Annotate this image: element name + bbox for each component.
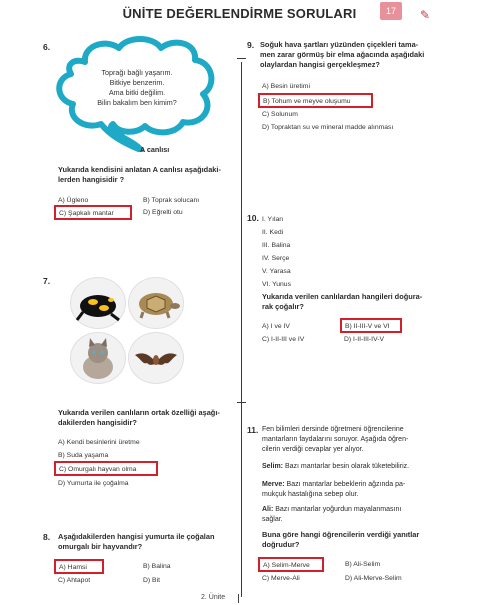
question-10-number: 10.: [247, 213, 259, 223]
question-line: Soğuk hava şartları yüzünden çiçekleri tama-: [260, 40, 419, 49]
question-10-text: [262, 292, 462, 312]
q10-item: I. Yılan: [262, 216, 284, 223]
cloud-text: [77, 68, 197, 108]
cloud-line: Toprağı bağlı yaşarım.: [101, 68, 173, 77]
divider-tick: [237, 58, 246, 59]
intro-line: mantarların faydalarını soruyor. Aşağıda öğren-: [262, 436, 409, 443]
q6-option-b[interactable]: B) Toprak solucanı: [143, 197, 200, 204]
q7-option-a[interactable]: A) Kendi besinlerini üretme: [58, 439, 140, 446]
cloud-line: Bitkiye benzerim.: [109, 78, 165, 87]
cloud-line: Ama bitki değilim.: [108, 88, 166, 97]
question-line: rak çoğalır?: [262, 302, 304, 311]
q11-option-d[interactable]: D) Ali-Merve-Selim: [345, 575, 402, 582]
question-6-number: 6.: [43, 42, 51, 52]
q10-option-d[interactable]: D) I-II-III-IV-V: [344, 336, 385, 343]
question-11-number: 11.: [247, 425, 259, 435]
page-number-badge: 17: [380, 2, 402, 20]
question-line: lerden hangisidir ?: [58, 175, 125, 184]
question-line: doğrudur?: [262, 540, 300, 549]
cat-icon: [70, 332, 126, 384]
column-divider: [241, 62, 242, 597]
q10-item: III. Balina: [262, 242, 291, 249]
q7-option-c[interactable]: C) Omurgalı hayvan olma: [54, 461, 158, 476]
tortoise-icon: [128, 277, 184, 329]
question-7-number: 7.: [43, 276, 51, 286]
q7-option-d[interactable]: D) Yumurta ile çoğalma: [58, 480, 129, 487]
footer-divider: [238, 594, 239, 603]
student-answer: Bazı mantarlar yoğurdun mayalanmasını: [273, 506, 402, 513]
question-line: Yukarıda verilen canlılardan hangileri doğura-: [262, 292, 423, 301]
q10-option-c[interactable]: C) I-II-III ve IV: [262, 336, 305, 343]
question-line: omurgalı bir hayvandır?: [58, 542, 143, 551]
q6-option-c[interactable]: C) Şapkalı mantar: [54, 205, 132, 220]
student-name: Ali:: [262, 506, 274, 513]
answer-ali: [262, 505, 467, 525]
question-line: Yukarıda verilen canlıların ortak özelliği aşağı-: [58, 408, 220, 417]
bat-icon: [128, 332, 184, 384]
divider-tick: [237, 402, 246, 403]
question-11-intro: [262, 425, 467, 455]
question-9-text: [260, 40, 460, 70]
intro-line: cilerin verdiği cevaplar yer alıyor.: [262, 446, 364, 453]
q10-option-a[interactable]: A) I ve IV: [262, 323, 290, 330]
answer-merve: [262, 480, 467, 500]
footer-unit: 2. Ünite: [201, 594, 226, 601]
question-line: olaylardan hangisi gerçekleşmez?: [260, 60, 380, 69]
question-line: dakilerden hangisidir?: [58, 418, 137, 427]
q10-item: V. Yarasa: [262, 268, 291, 275]
frog-icon: [70, 277, 126, 329]
q10-option-b[interactable]: B) II-III-V ve VI: [340, 318, 402, 333]
question-11-text: [262, 530, 467, 550]
question-line: Buna göre hangi öğrencilerin verdiği yanıtlar: [262, 530, 420, 539]
q9-option-a[interactable]: A) Besin üretimi: [262, 83, 310, 90]
question-9-number: 9.: [247, 40, 255, 50]
q6-option-a[interactable]: A) Ügleno: [58, 197, 89, 204]
question-8-text: [58, 532, 238, 552]
q8-option-d[interactable]: D) Bit: [143, 577, 160, 584]
q8-option-a[interactable]: A) Hamsi: [54, 559, 104, 574]
q11-option-a[interactable]: A) Selim-Merve: [258, 557, 324, 572]
question-7-text: [58, 408, 238, 428]
student-answer: Bazı mantarlar bebeklerin ağzında pa-: [284, 481, 406, 488]
q11-option-b[interactable]: B) Ali-Selim: [345, 561, 381, 568]
q9-option-c[interactable]: C) Solunum: [262, 111, 298, 118]
student-name: Merve:: [262, 481, 285, 488]
q10-item: IV. Serçe: [262, 255, 290, 262]
question-line: Aşağıdakilerden hangisi yumurta ile çoğalan: [58, 532, 215, 541]
q7-option-b[interactable]: B) Suda yaşama: [58, 452, 109, 459]
question-6-text: [58, 165, 238, 185]
question-line: Yukarıda kendisini anlatan A canlısı aşağıdaki-: [58, 165, 221, 174]
q6-option-d[interactable]: D) Eğrelti otu: [143, 209, 183, 216]
student-name: Selim:: [262, 463, 284, 470]
q9-option-b[interactable]: B) Tohum ve meyve oluşumu: [258, 93, 373, 108]
page-title: ÜNİTE DEĞERLENDİRME SORULARI: [122, 6, 357, 21]
cloud-caption: A canlısı: [140, 145, 170, 154]
q8-option-c[interactable]: C) Ahtapot: [58, 577, 91, 584]
question-8-number: 8.: [43, 532, 51, 542]
q9-option-d[interactable]: D) Topraktan su ve mineral madde alınması: [262, 124, 394, 131]
question-line: men zarar görmüş bir elma ağacında aşağıdaki: [260, 50, 425, 59]
pencil-icon: ✎: [420, 8, 431, 22]
cloud-line: Bilin bakalım ben kimim?: [97, 98, 177, 107]
q11-option-c[interactable]: C) Merve-Ali: [262, 575, 300, 582]
q10-item: II. Kedi: [262, 229, 284, 236]
student-answer: mukçuk hastalığına sebep olur.: [262, 491, 359, 498]
q8-option-b[interactable]: B) Balina: [143, 563, 171, 570]
answer-selim: [262, 462, 467, 472]
intro-line: Fen bilimleri dersinde öğretmeni öğrencilerine: [262, 426, 404, 433]
student-answer: sağlar.: [262, 516, 283, 523]
q10-item: VI. Yunus: [262, 281, 291, 288]
student-answer: Bazı mantarlar besin olarak tüketebiliriz.: [283, 463, 410, 470]
